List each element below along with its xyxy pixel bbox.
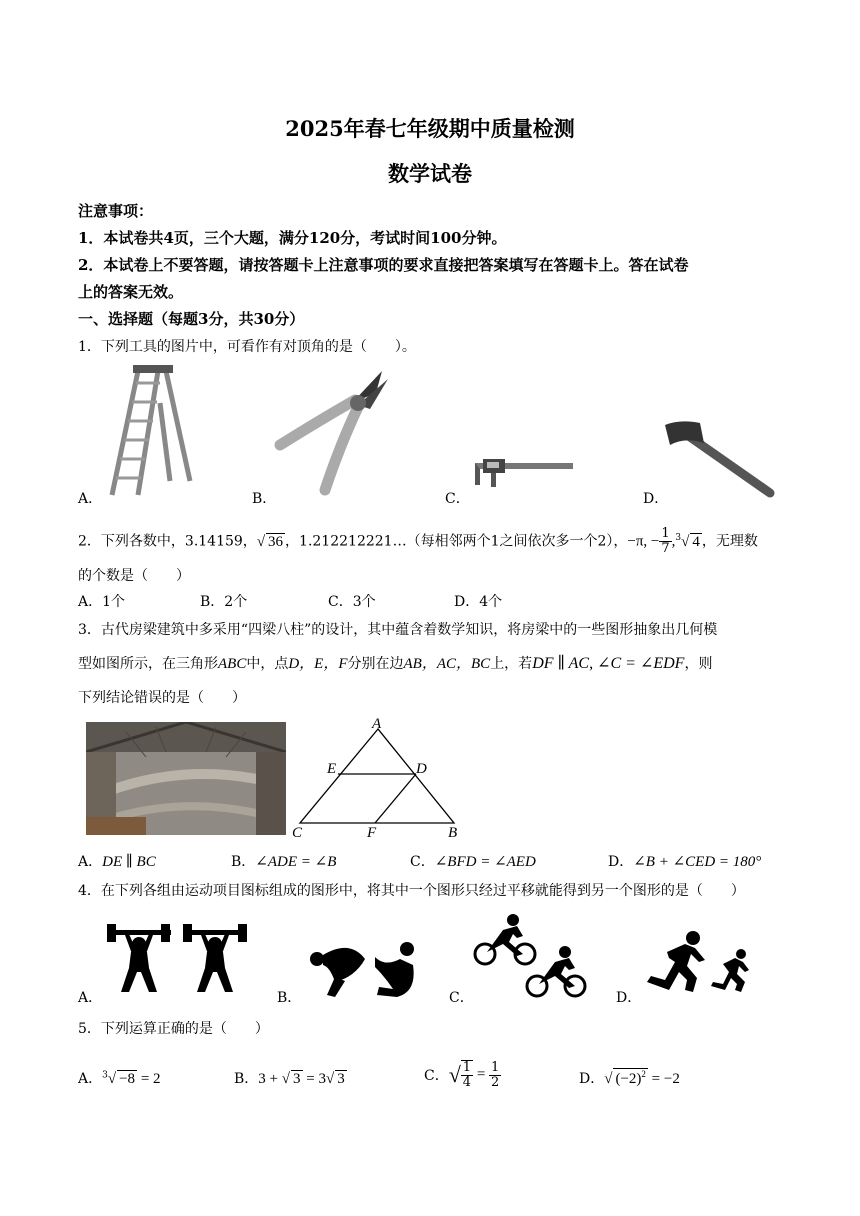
label-e: E <box>327 761 337 777</box>
q2-text-1: 2．下列各数中，3.14159， <box>78 533 257 550</box>
ladder-image <box>100 363 200 501</box>
q2-neg-pi: −π, − <box>627 533 660 550</box>
label-b: B <box>448 825 458 841</box>
question-2-stem: 2．下列各数中，3.14159，√ 36 ，1.212212221…（每相邻两个1之间依次多一个2），−π, − $\frac{1}{7}$ ,$^3$√ 4 ，无理数 <box>78 526 758 556</box>
q2-text-2: ，1.212212221…（每相邻两个1之间依次多一个2）， <box>285 533 628 550</box>
question-5-stem: 5．下列运算正确的是（ ） <box>78 1021 269 1037</box>
q5-option-d: D．√ $(-2)^2 = -2$ <box>579 1069 680 1087</box>
q5-option-b: B．3 + √ 3 = 3√ 3 <box>234 1071 345 1087</box>
q2-cbrt-index: 3 <box>675 532 682 543</box>
notice-item-1: 1．本试卷共4页，三个大题，满分120分，考试时间100分钟。 <box>78 229 507 247</box>
q5-option-c: C．√ $\frac{1}{4}$ = $\frac{1}{2}$ <box>424 1059 500 1090</box>
caliper-image <box>465 455 575 490</box>
question-4-stem: 4．在下列各组由运动项目图标组成的图形中，将其中一个图形只经过平移就能得到另一个图形的是（ ） <box>78 883 745 899</box>
q2-option-d: D．4个 <box>454 594 503 610</box>
question-3-stem-2: 型如图所示，在三角形ABC中，点D，E，F分别在边AB，AC，BC上，若DF ∥ AC, ∠C = ∠EDF，则 <box>78 655 713 672</box>
q4-option-a-label: A． <box>78 990 103 1006</box>
page-subtitle: 数学试卷 <box>388 161 472 186</box>
q2-cbrt-radicand: 4 <box>692 533 700 550</box>
pliers-image <box>270 365 390 497</box>
label-c: C <box>292 825 303 841</box>
triangle-diagram <box>288 713 468 843</box>
q1-option-b-label: B． <box>252 491 277 507</box>
question-1-stem: 1．下列工具的图片中，可看作有对顶角的是（ ）。 <box>78 339 416 355</box>
q2-fraction: $\frac{1}{7}$ <box>661 526 670 556</box>
q3-option-c: C．∠BFD = ∠AED <box>410 854 536 870</box>
page-title: 2025年春七年级期中质量检测 <box>285 116 575 141</box>
q4-option-d-label: D． <box>616 990 642 1006</box>
label-f: F <box>367 825 377 841</box>
q2-text-3: ，无理数 <box>701 533 758 550</box>
roof-beam-photo <box>86 722 286 835</box>
question-3-stem: 3．古代房梁建筑中多采用“四梁八柱”的设计，其中蕴含着数学知识，将房梁中的一些图形抽象出几何模 <box>78 622 718 638</box>
q3-option-b: B．∠ADE = ∠B <box>231 854 337 870</box>
q1-option-d-label: D． <box>643 491 669 507</box>
q2-option-a: A．1个 <box>78 594 126 610</box>
q2-sqrt-36: 36 <box>268 533 284 550</box>
q4-option-c-label: C． <box>449 990 474 1006</box>
hammer-image <box>660 415 780 500</box>
q1-option-a-label: A． <box>78 491 103 507</box>
q3-option-d: D．∠B + ∠CED = 180° <box>608 854 762 870</box>
label-d: D <box>416 761 427 777</box>
notice-item-2: 2．本试卷上不要答题，请按答题卡上注意事项的要求直接把答案填写在答题卡上。答在试卷 <box>78 256 689 274</box>
question-2-stem-cont: 的个数是（ ） <box>78 568 190 584</box>
runner-icons <box>645 930 757 1000</box>
q3-option-a: A．DE ∥ BC <box>78 854 156 870</box>
weightlifter-icons <box>105 922 253 997</box>
q5-option-a: A．$^3$√ −8 = 2 <box>78 1070 161 1087</box>
wrestler-icons <box>305 937 425 1002</box>
q2-option-b: B．2个 <box>200 594 248 610</box>
notice-heading: 注意事项： <box>78 202 154 220</box>
cyclist-icons <box>473 912 588 1000</box>
question-3-stem-3: 下列结论错误的是（ ） <box>78 690 246 706</box>
q4-option-b-label: B． <box>277 990 302 1006</box>
section-heading: 一、选择题（每题3分，共30分） <box>78 310 305 328</box>
q1-option-c-label: C． <box>445 491 470 507</box>
q2-option-c: C．3个 <box>328 594 376 610</box>
notice-item-2-cont: 上的答案无效。 <box>78 283 184 301</box>
label-a: A <box>372 716 382 732</box>
